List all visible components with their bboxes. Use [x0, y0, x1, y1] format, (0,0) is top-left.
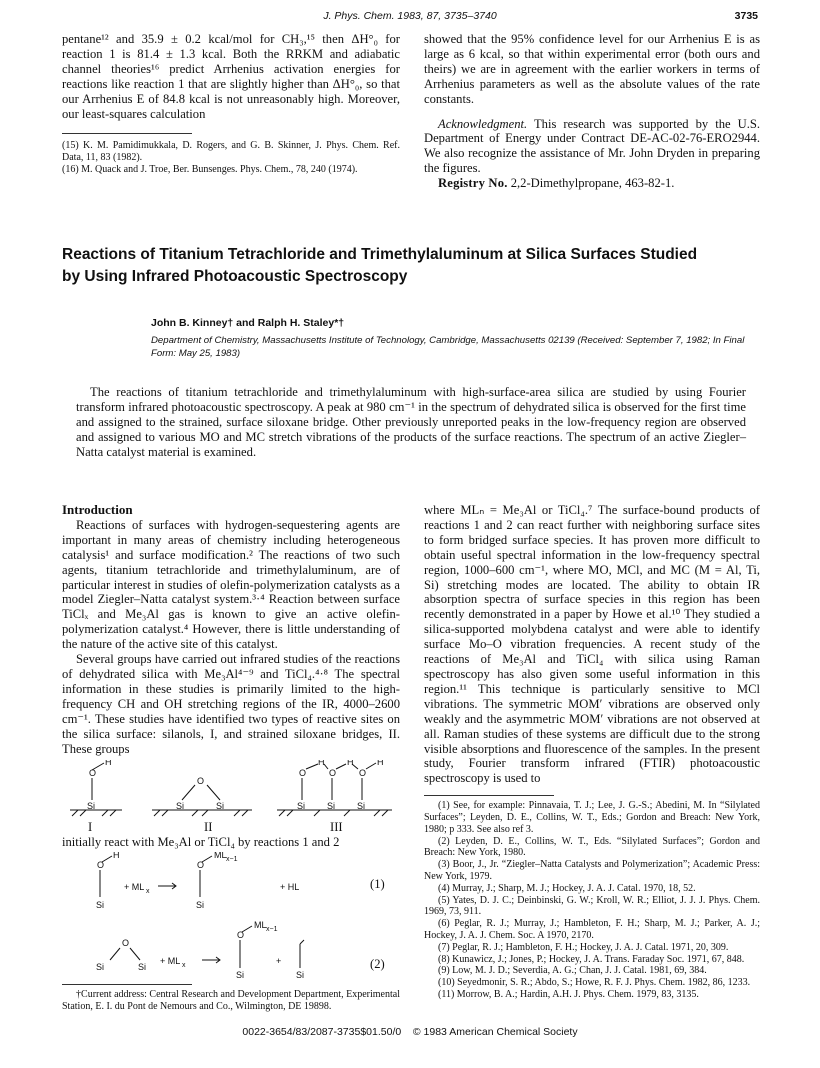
prev-article-left-column	[62, 32, 400, 176]
equation-number-2: (2)	[370, 957, 385, 971]
title-line-2: by Using Infrared Photoacoustic Spectroscopy	[62, 268, 408, 285]
reference-3: (3) Boor, J., Jr. “Ziegler–Natta Catalysts and Polymerization”; Academic Press: New York, 1979.	[424, 859, 760, 882]
authors: John B. Kinney† and Ralph H. Staley*†	[151, 317, 345, 329]
abstract-text: The reactions of titanium tetrachloride and trimethylaluminum with high-surface-area silica are studied by using Fourier transform infrared photoacoustic spectroscopy. A peak at 980 cm⁻¹ in the spectrum of dehydrated silica is observed for the first time and assigned to the strained, surface siloxane bridge. Other previously unreported peaks in the low-frequency region are observed and assigned to various MO and MC stretch vibrations of the products of the surface reactions. The spectrum of an active Ziegler–Natta catalyst material is examined.	[76, 385, 746, 459]
reference-1: (1) See, for example: Pinnavaia, T. J.; Lee, J. G.-S.; Abedini, M. In “Silylated Surfaces”; Leyden, D. E., Collins, W. T., Eds.; Gordon and Breach: New York, 1980; p 333. See also ref 3.	[424, 800, 760, 835]
svg-text:Si: Si	[236, 970, 245, 980]
svg-text:Si: Si	[87, 801, 96, 811]
reference-4: (4) Murray, J.; Sharp, M. J.; Hockey, J. A. J. Catal. 1970, 18, 52.	[438, 882, 696, 894]
footnote-15: (15) K. M. Pamidimukkala, D. Rogers, and G. B. Skinner, J. Phys. Chem. Ref. Data, 11, 83 (1982).	[62, 140, 400, 164]
copyright: © 1983 American Chemical Society	[412, 1026, 578, 1038]
svg-text:Si: Si	[96, 962, 105, 972]
reference-10: (10) Seyedmonir, S. R.; Abdo, S.; Howe, R. F. J. Phys. Chem. 1982, 86, 1233.	[438, 977, 751, 989]
svg-text:H: H	[347, 760, 354, 767]
intro-right-paragraph: where MLₙ = Me₃Al or TiCl₄.⁷ The surface-bound products of reactions 1 and 2 can react further with neighboring surface sites to form bridged surface species. It has proven more difficult to obtain useful spectral information in the low-frequency spectral region, 1000–600 cm⁻¹, where MO, MCl, and MC (M = Al, Ti, Si) stretching modes are located. The ability to obtain IR absorption spectra of surface species in this region has been recently demonstrated in a paper by Howe et al.¹⁰ They studied a silica-supported molybdena catalyst and were able to identify surface Mo–O vibration frequencies. A recent study of the reactions of Me₃Al and TiCl₄ with silica using Raman spectroscopy has also given some useful information in this region.¹¹ This technique is particularly sensitive to MCl vibrations. The symmetric MOM′ vibrations are observed only weakly and the asymmetric MOM′ vibrations are not observed at all. Raman studies of these systems are difficult due to the strong visible absorptions and fluorescence of the samples. In the present study, Fourier transform infrared (FTIR) photoacoustic spectroscopy is used to	[424, 503, 760, 786]
svg-text:+ ML: + ML	[160, 956, 181, 966]
article-title	[62, 244, 762, 288]
svg-text:O: O	[359, 768, 367, 778]
svg-text:O: O	[89, 768, 97, 778]
address-footnote-block	[62, 984, 400, 1013]
footnote-divider	[62, 984, 192, 985]
intro-right-column	[424, 503, 760, 1001]
svg-text:O: O	[197, 776, 205, 786]
svg-text:Si: Si	[196, 900, 205, 910]
svg-text:O: O	[97, 860, 105, 870]
acknowledgment-label: Acknowledgment.	[438, 116, 528, 131]
svg-text:ML: ML	[214, 852, 227, 860]
svg-text:Si: Si	[216, 801, 225, 811]
svg-text:Si: Si	[357, 801, 366, 811]
structure-label-III: III	[330, 820, 343, 834]
article-code: 0022-3654/83/2087-3735$01.50/0	[242, 1026, 402, 1038]
svg-text:Si: Si	[96, 900, 105, 910]
svg-text:+ ML: + ML	[124, 882, 145, 892]
reaction-schemes	[90, 852, 400, 980]
svg-text:x−1: x−1	[266, 926, 278, 933]
intro-left-column	[62, 503, 400, 756]
prev-article-paragraph: pentane¹² and 35.9 ± 0.2 kcal/mol for CH₃,¹⁵ then ΔH°₀ for reaction 1 is 81.4 ± 1.3 kcal. Both the RRKM and adiabatic channel theories¹⁶ predict Arrhenius activation energies for reactions like reaction 1 that are slightly higher than ΔH°₀, so that our Arrhenius E of 84.8 kcal is not unreasonably high. Moreover, our least-squares calculation	[62, 32, 400, 121]
reference-9: (9) Low, M. J. D.; Severdia, A. G.; Chan, J. J. Catal. 1981, 69, 384.	[438, 965, 707, 977]
acknowledgment-text: This research was supported by the U.S. Department of Energy under Contract DE-AC-02-76-ERO2944. We also recognize the assistance of Mr. John Dryden in preparing the figures.	[424, 116, 761, 176]
journal-citation: J. Phys. Chem. 1983, 87, 3735–3740	[323, 10, 497, 22]
title-line-1: Reactions of Titanium Tetrachloride and Trimethylaluminum at Silica Surfaces Studied	[62, 246, 698, 263]
equation-number-1: (1)	[370, 877, 385, 891]
svg-text:O: O	[329, 768, 337, 778]
reference-6: (6) Peglar, R. J.; Murray, J.; Hambleton, F. H.; Sharp, M. J.; Parker, A. J.; Hockey, J. A. J. Chem. Soc. A 1970, 2170.	[424, 918, 760, 941]
svg-text:Si: Si	[138, 962, 147, 972]
current-address-note: †Current address: Central Research and Development Department, Experimental Station, E. I. du Pont de Nemours and Co., Wilmington, DE 19898.	[62, 989, 400, 1012]
structure-label-II: II	[204, 820, 213, 834]
reference-2: (2) Leyden, D. E., Collins, W. T., Eds. “Silylated Surfaces”; Gordon and Breach: New York, 1980.	[424, 835, 760, 859]
footnote-16: (16) M. Quack and J. Troe, Ber. Bunsenges. Phys. Chem., 78, 240 (1974).	[62, 164, 358, 176]
affiliation: Department of Chemistry, Massachusetts Institute of Technology, Cambridge, Massachusetts 02139 (Received: September 7, 1982; In Final Form: May 25, 1983)	[151, 335, 745, 359]
prev-article-paragraph-right: showed that the 95% confidence level for our Arrhenius E is as large as 6 kcal, so that within experimental error (both ours and theirs) we are in agreement with the earlier workers in terms of Arrhenius parameters as well as the absolute values of the rate constants.	[424, 32, 760, 106]
svg-text:x−1: x−1	[226, 856, 238, 863]
reference-11: (11) Morrow, B. A.; Hardin, A.H. J. Phys. Chem. 1979, 83, 3135.	[438, 988, 699, 1000]
svg-text:H: H	[113, 852, 120, 860]
svg-text:+ HL: + HL	[280, 882, 300, 892]
svg-text:Si: Si	[296, 970, 305, 980]
svg-text:x: x	[182, 962, 186, 969]
page-number: 3735	[734, 10, 758, 22]
svg-text:O: O	[122, 938, 130, 948]
acknowledgment	[424, 117, 760, 177]
svg-text:H: H	[377, 760, 384, 767]
svg-text:O: O	[237, 930, 245, 940]
surface-structures-diagram	[62, 760, 402, 820]
prev-article-right-column	[424, 32, 760, 191]
intro-paragraph-1: Reactions of surfaces with hydrogen-sequestering agents are important in many areas of chemistry including heterogeneous catalysis¹ and surface modification.² The reactions of two such agents, titanium tetrachloride and trimethylaluminum, are of particular interest in studies of olefin-polymerization catalysts as a model Ziegler–Natta catalyst system.³·⁴ Reaction between surface TiClₓ and Me₃Al gas is known to give an active olefin-polymerization catalyst.⁴ However, there is little understanding of the nature of the active site of this catalyst.	[62, 517, 400, 652]
reference-7: (7) Peglar, R. J.; Hambleton, F. H.; Hockey, J. A. J. Catal. 1971, 20, 309.	[438, 941, 729, 953]
registry-text: 2,2-Dimethylpropane, 463-82-1.	[510, 176, 675, 191]
section-heading: Introduction	[62, 502, 133, 517]
abstract	[76, 385, 746, 460]
structure-label-I: I	[88, 820, 93, 834]
svg-text:O: O	[299, 768, 307, 778]
running-header	[62, 10, 758, 28]
reference-list	[424, 800, 760, 1001]
svg-text:+: +	[276, 956, 282, 966]
svg-text:Si: Si	[327, 801, 336, 811]
svg-text:Si: Si	[176, 801, 185, 811]
svg-text:H: H	[105, 760, 112, 767]
svg-text:ML: ML	[254, 920, 267, 930]
references-divider	[424, 795, 554, 796]
registry	[424, 176, 760, 191]
page-footer	[0, 1026, 820, 1038]
svg-text:H: H	[318, 760, 325, 767]
svg-text:O: O	[197, 860, 205, 870]
reference-8: (8) Kunawicz, J.; Jones, P.; Hockey, J. A. Trans. Faraday Soc. 1971, 67, 848.	[438, 953, 745, 965]
intro-continuation-text: initially react with Me₃Al or TiCl₄ by reactions 1 and 2	[62, 835, 340, 849]
intro-paragraph-2: Several groups have carried out infrared studies of the reactions of dehydrated silica with Me₃Al⁴⁻⁹ and TiCl₄.⁴·⁸ The spectral information in these studies is primarily limited to the high-frequency CH and OH stretching regions of the IR, 4000–2600 cm⁻¹. These studies have identified two types of reactive sites on the silica surface: silanols, I, and strained siloxane bridges, II. These groups	[62, 652, 400, 756]
svg-text:Si: Si	[297, 801, 306, 811]
footnote-divider	[62, 133, 192, 134]
intro-continuation	[62, 835, 400, 850]
reference-5: (5) Yates, D. J. C.; Deinbinski, G. W.; Kroll, W. R.; Elliot, J. J. J. Phys. Chem. 1969, 73, 911.	[424, 894, 760, 918]
svg-text:x: x	[146, 888, 150, 895]
registry-label: Registry No.	[438, 176, 508, 191]
